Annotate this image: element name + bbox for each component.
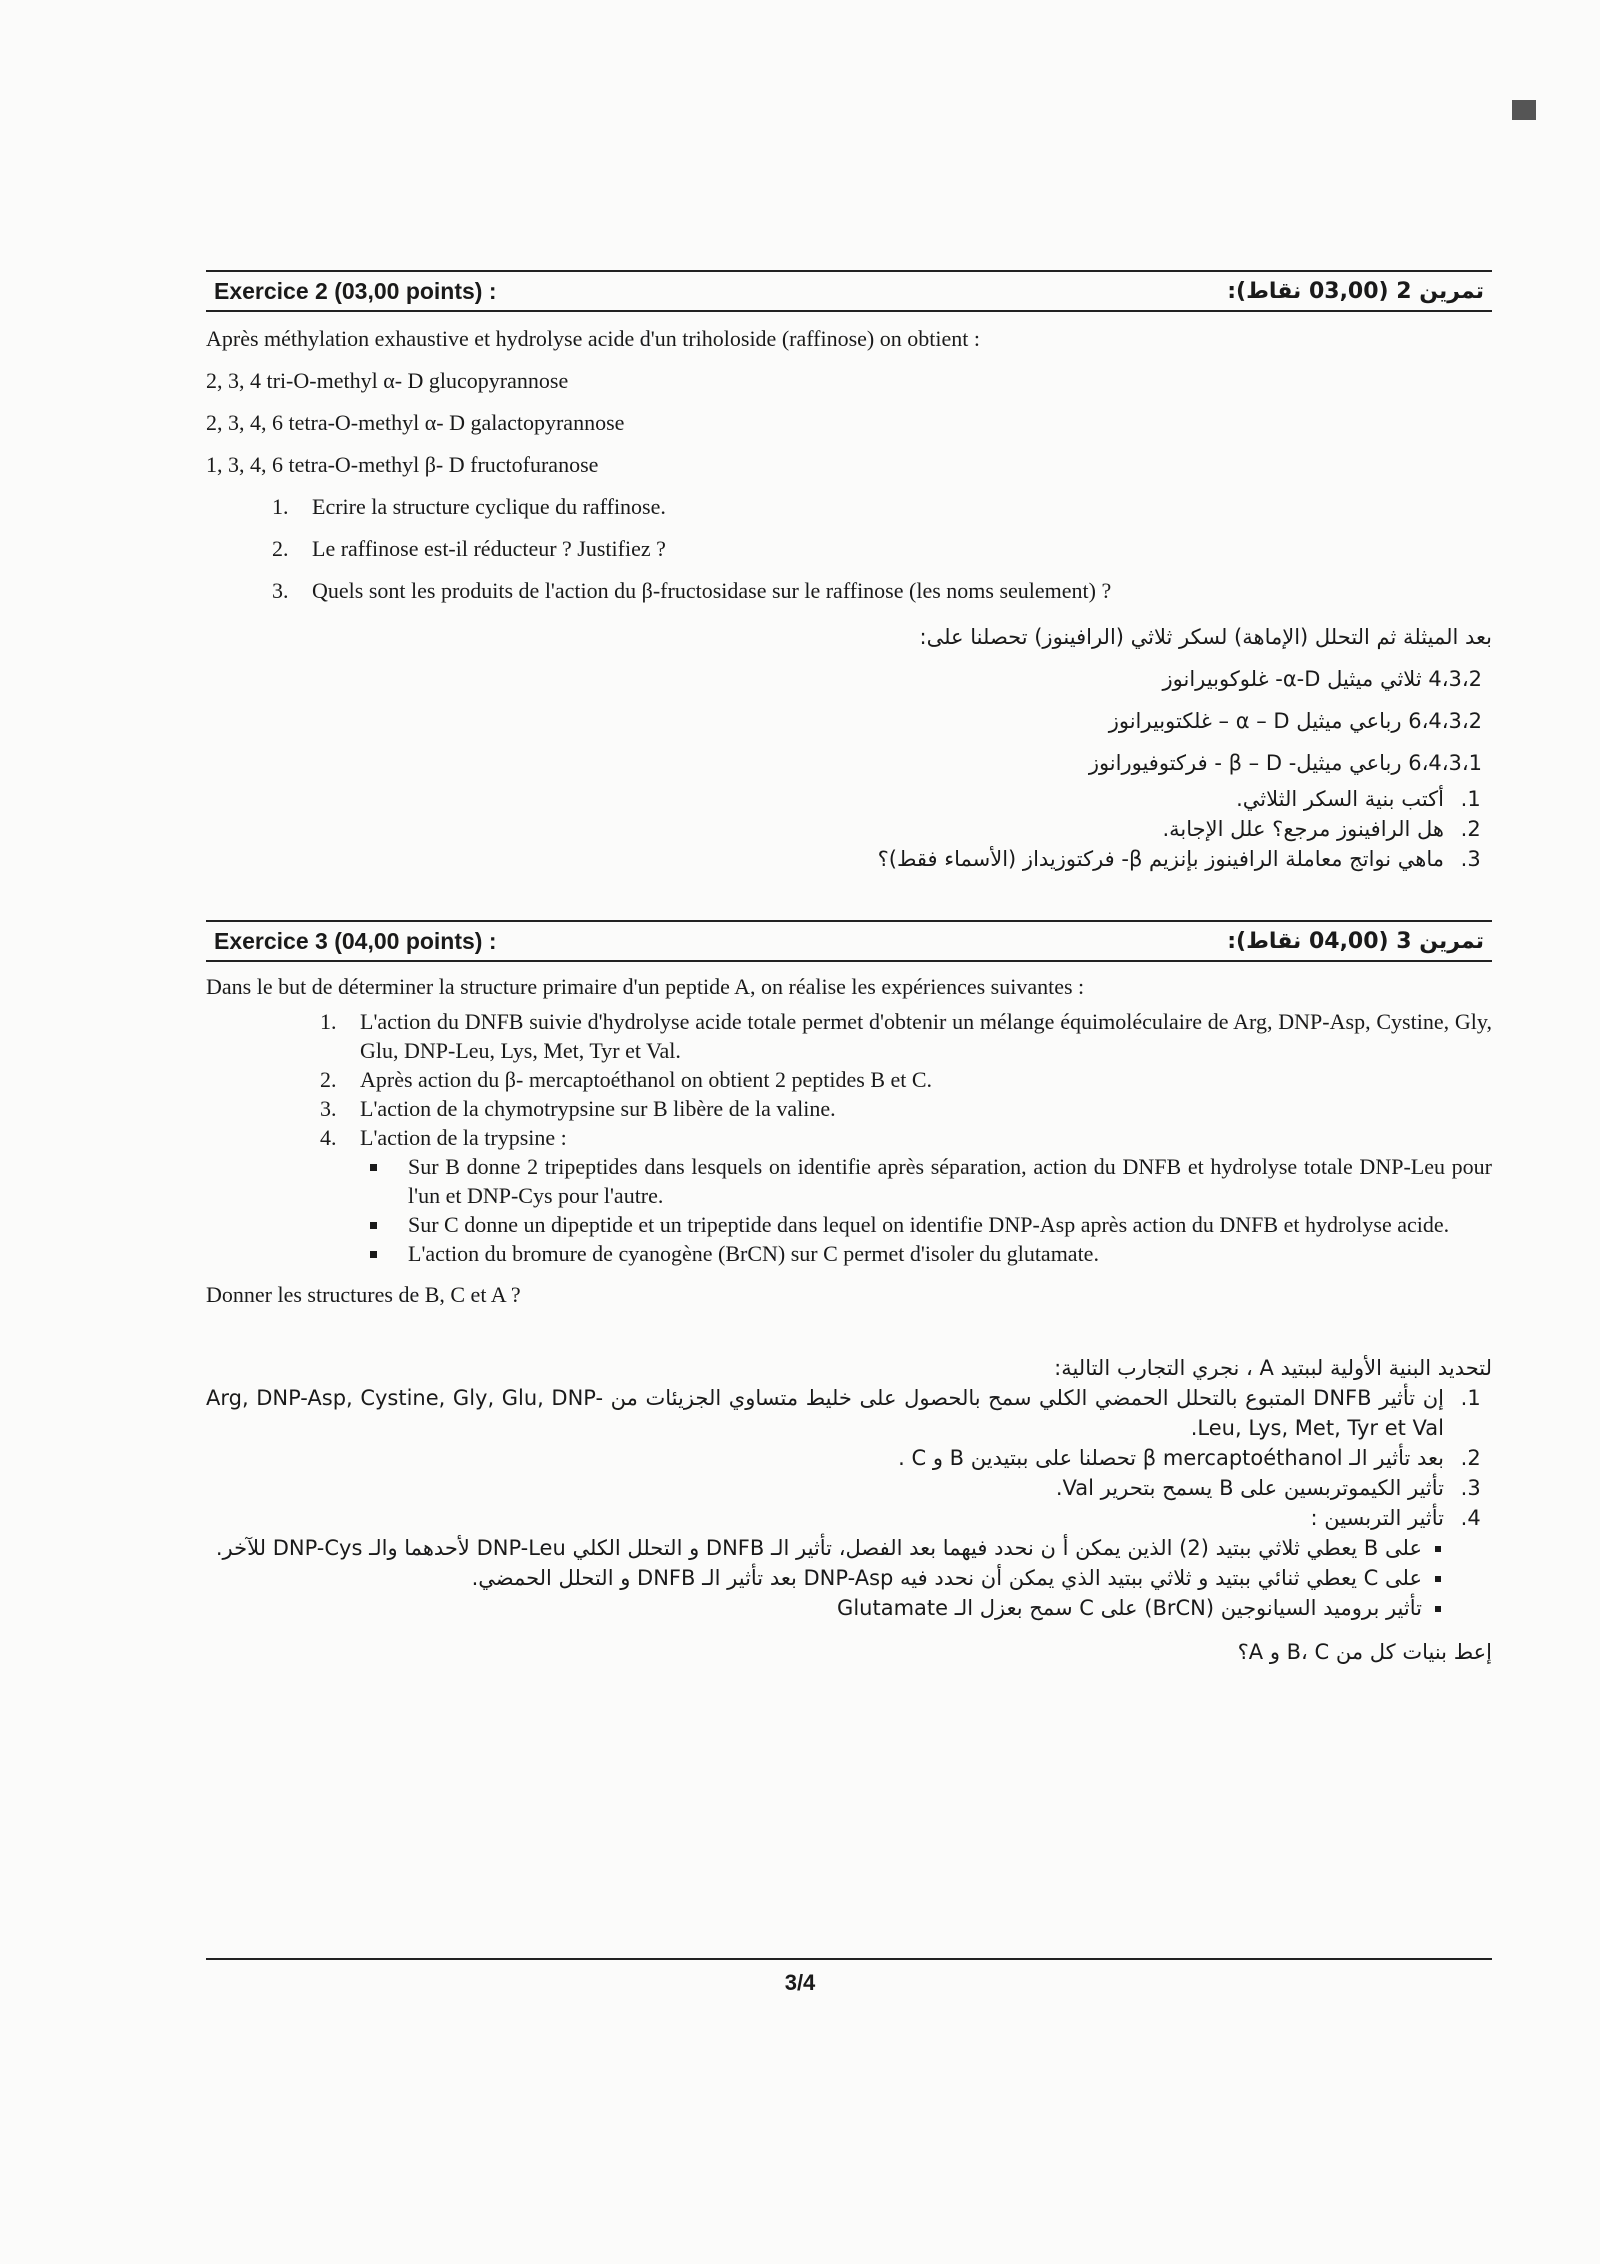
arabic-product-line: 6،4،3،2 رباعي ميثيل α – D – غلكتوبيرانوز — [1108, 709, 1482, 733]
arabic-question: إعط بنيات كل من B، C و A؟ — [1237, 1640, 1492, 1664]
product-line: 1, 3, 4, 6 tetra-O-methyl β- D fructofuranose — [206, 452, 599, 477]
arabic-questions — [206, 784, 1492, 874]
step-item: 1. L'action du DNFB suivie d'hydrolyse acide totale permet d'obtenir un mélange équimoléculaire de Arg, DNP-Asp, Cystine, Gly, Glu, DNP-Leu, Lys, Met, Tyr et Val. — [342, 1007, 1492, 1065]
exercise-3 — [206, 920, 1492, 1667]
question-item: 1. Ecrire la structure cyclique du raffinose. — [294, 486, 1492, 528]
arabic-bullet-item: ▪ على C يعطي ثنائي ببتيد و ثلاثي ببتيد الذي يمكن أن نحدد فيه DNP-Asp بعد تأثير الـ DNFB و التحلل الحمضي. — [206, 1563, 1422, 1593]
arabic-intro: لتحديد البنية الأولية لببتيد A ، نجري التجارب التالية: — [1054, 1356, 1492, 1380]
product-line: 2, 3, 4 tri-O-methyl α- D glucopyrannose — [206, 368, 569, 393]
arabic-question-item: 2. هل الرافينوز مرجع؟ علل الإجابة. — [206, 814, 1454, 844]
trypsin-bullets — [360, 1152, 1492, 1268]
arabic-steps — [206, 1383, 1492, 1533]
scan-corner-mark — [1512, 100, 1536, 120]
exercise-3-title-ar: تمرين 3 (04,00 نقاط): — [1227, 928, 1484, 954]
arabic-bullet-item: ▪ على B يعطي ثلاثي ببتيد (2) الذين يمكن أ ن نحدد فيهما بعد الفصل، تأثير الـ DNFB و التحلل الكلي DNP-Leu لأحدهما والـ DNP-Cys للآخر. — [206, 1533, 1422, 1563]
exercise-2-header — [206, 270, 1492, 312]
arabic-bullet-item: ▪ تأثير بروميد السيانوجين (BrCN) على C سمح بعزل الـ Glutamate — [206, 1593, 1422, 1623]
exercise-2-intro: Après méthylation exhaustive et hydrolyse acide d'un triholoside (raffinose) on obtient : — [206, 326, 980, 351]
question-item: 3. Quels sont les produits de l'action du β-fructosidase sur le raffinose (les noms seulement) ? — [294, 570, 1492, 612]
product-line: 2, 3, 4, 6 tetra-O-methyl α- D galactopyrannose — [206, 410, 625, 435]
exercise-3-header — [206, 920, 1492, 962]
exercise-2-title-fr: Exercice 2 (03,00 points) : — [214, 277, 497, 304]
footer-divider — [206, 1958, 1492, 1960]
exercise-2-title-ar: تمرين 2 (03,00 نقاط): — [1227, 278, 1484, 304]
arabic-step-item: 4. تأثير التربسين : — [206, 1503, 1454, 1533]
bullet-item: ▪ Sur C donne un dipeptide et un tripeptide dans lequel on identifie DNP-Asp après action du DNFB et hydrolyse acide. — [390, 1210, 1492, 1239]
exercise-2 — [206, 270, 1492, 874]
exercise-3-question-wrap — [206, 1280, 1492, 1309]
page-number: 3/4 — [784, 1970, 816, 1995]
step-label: L'action de la trypsine : — [360, 1125, 567, 1150]
exercise-3-french-intro — [206, 972, 1492, 1001]
question-item: 2. Le raffinose est-il réducteur ? Justifiez ? — [294, 528, 1492, 570]
exercise-2-arabic — [206, 616, 1492, 874]
bullet-item: ▪ Sur B donne 2 tripeptides dans lesquels on identifie après séparation, action du DNFB et hydrolyse totale DNP-Leu pour l'un et DNP-Cys pour l'autre. — [390, 1152, 1492, 1210]
arabic-step-item: 3. تأثير الكيموتربسين على B يسمح بتحرير Val. — [206, 1473, 1454, 1503]
arabic-question-item: 1. أكتب بنية السكر الثلاثي. — [206, 784, 1454, 814]
arabic-intro: بعد الميثلة ثم التحلل (الإماهة) لسكر ثلاثي (الرافينوز) تحصلنا على: — [919, 625, 1492, 649]
exercise-2-french — [206, 318, 1492, 486]
exercise-3-steps — [206, 1007, 1492, 1268]
step-item — [342, 1123, 1492, 1268]
arabic-step-item: 1. إن تأثير DNFB المتبوع بالتحلل الحمضي الكلي سمح بالحصول على خليط متساوي الجزيئات من Arg, DNP-Asp, Cystine, Gly, Glu, DNP-Leu, Lys, Met, Tyr et Val. — [206, 1383, 1454, 1443]
exercise-3-question: Donner les structures de B, C et A ? — [206, 1282, 521, 1307]
exercise-2-questions — [206, 486, 1492, 612]
bullet-item: ▪ L'action du bromure de cyanogène (BrCN) sur C permet d'isoler du glutamate. — [390, 1239, 1492, 1268]
step-item: 2. Après action du β- mercaptoéthanol on obtient 2 peptides B et C. — [342, 1065, 1492, 1094]
exercise-3-intro: Dans le but de déterminer la structure primaire d'un peptide A, on réalise les expériences suivantes : — [206, 974, 1085, 999]
arabic-step-item: 2. بعد تأثير الـ β mercaptoéthanol تحصلنا على ببتيدين B و C . — [206, 1443, 1454, 1473]
step-item: 3. L'action de la chymotrypsine sur B libère de la valine. — [342, 1094, 1492, 1123]
exercise-3-arabic — [206, 1353, 1492, 1667]
arabic-product-line: 6،4،3،1 رباعي ميثيل- β – D - فركتوفيورانوز — [1088, 751, 1482, 775]
arabic-bullets — [206, 1533, 1492, 1623]
arabic-product-line: 4،3،2 ثلاثي ميثيل α-D- غلوكوبيرانوز — [1162, 667, 1482, 691]
exercise-3-title-fr: Exercice 3 (04,00 points) : — [214, 927, 497, 954]
arabic-question-item: 3. ماهي نواتج معاملة الرافينوز بإنزيم β- فركتوزيداز (الأسماء فقط)؟ — [206, 844, 1454, 874]
